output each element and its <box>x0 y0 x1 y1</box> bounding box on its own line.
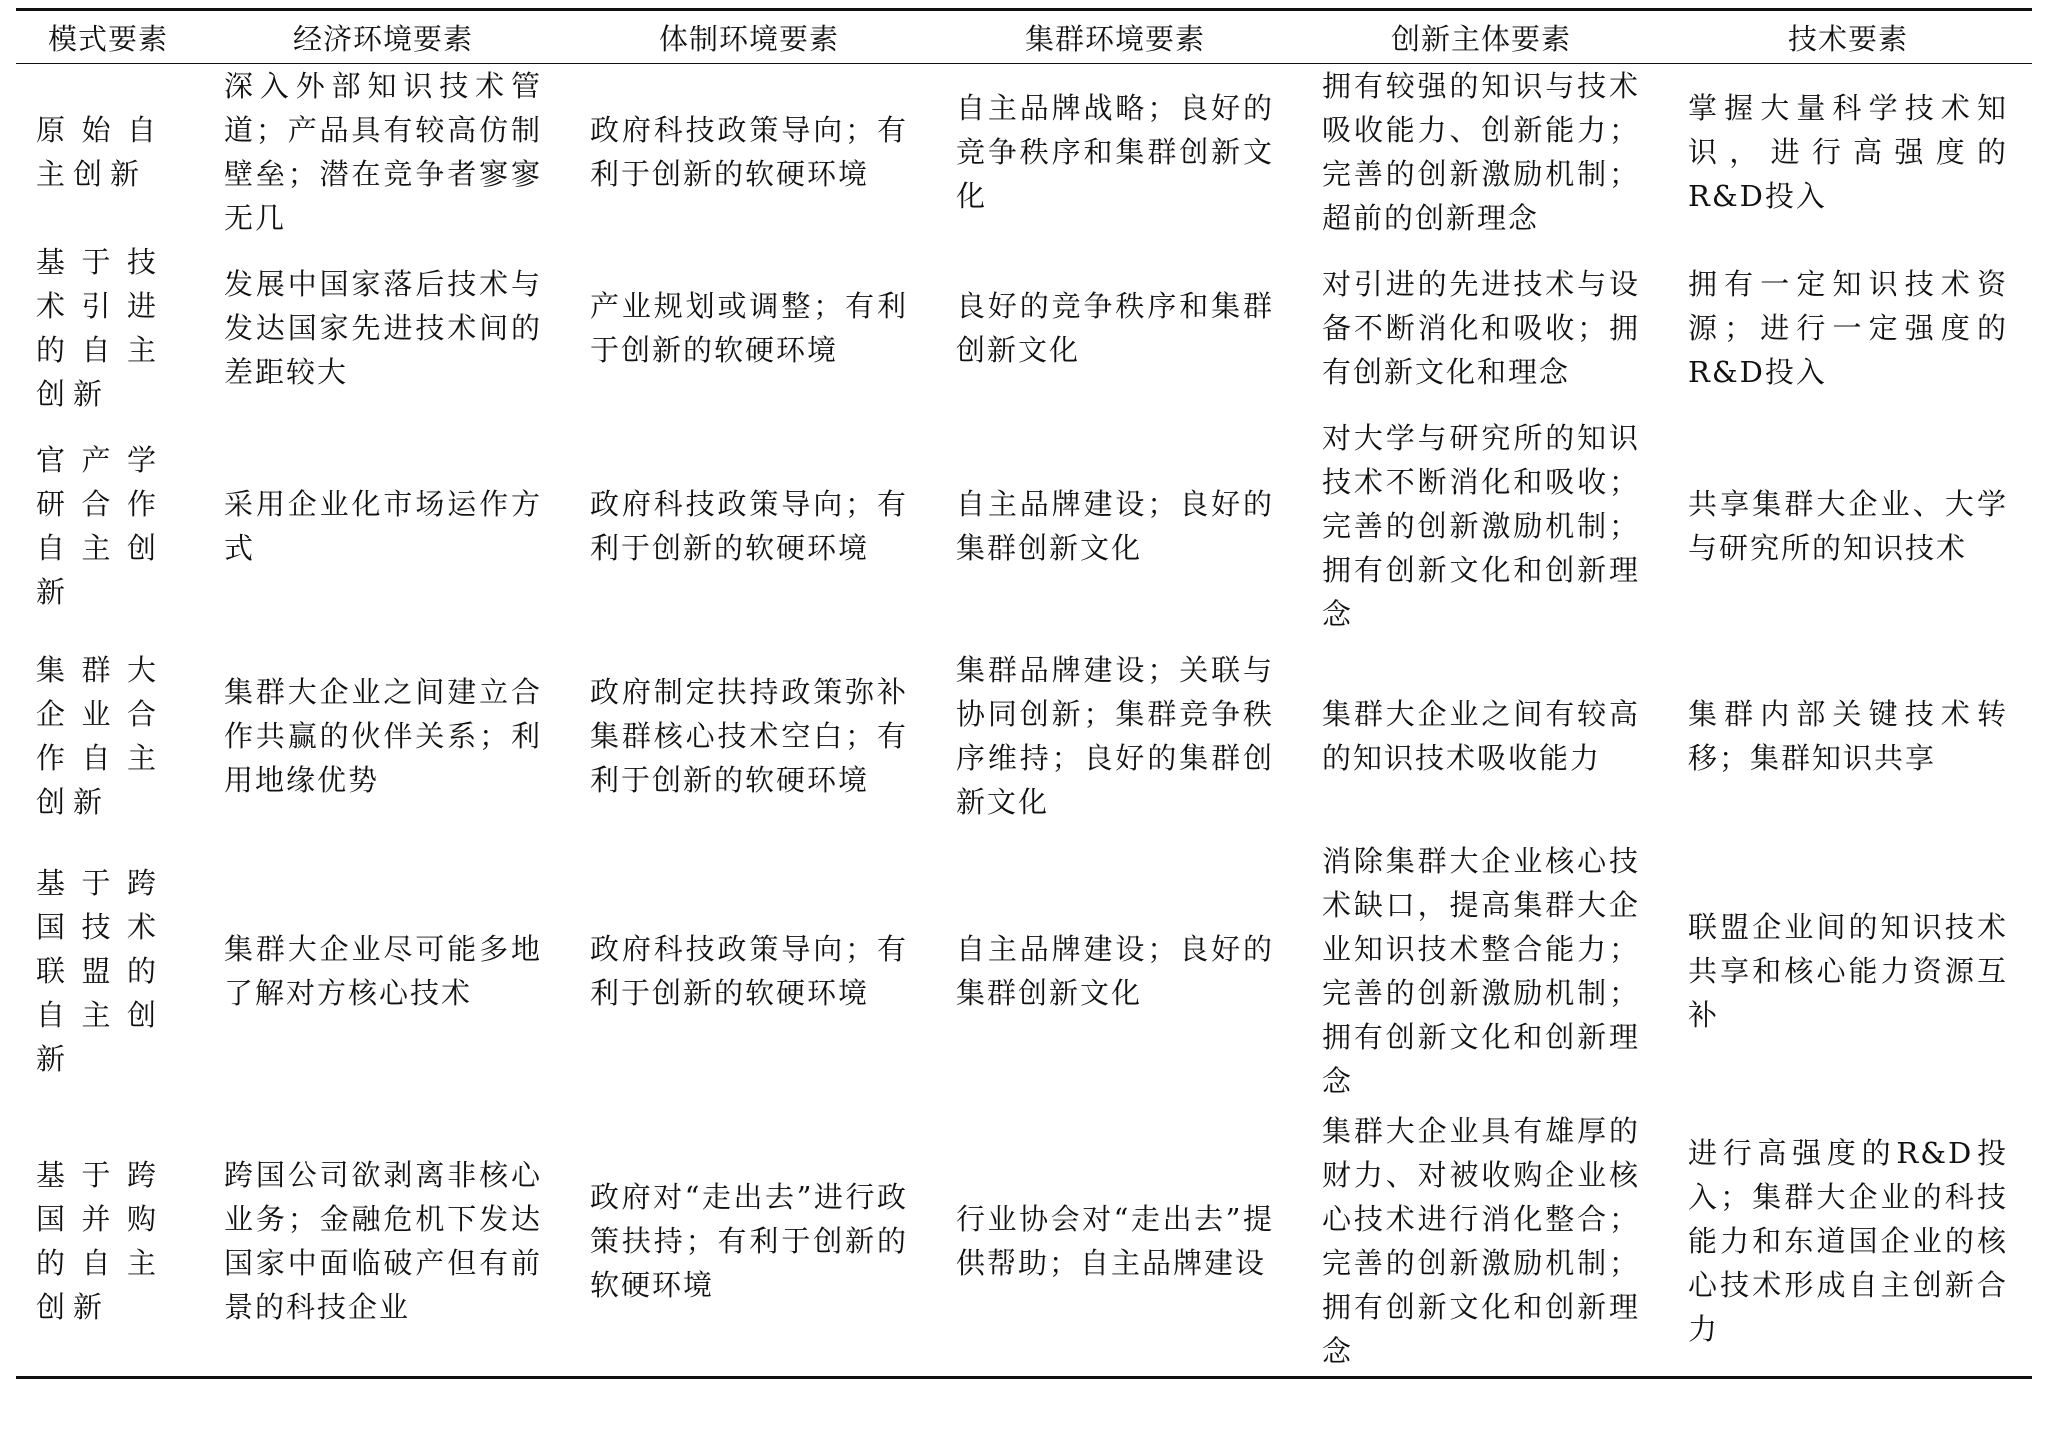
cell-subject: 集群大企业之间有较高的知识技术吸收能力 <box>1322 697 1640 775</box>
cell-cluster: 集群品牌建设；关联与协同创新；集群竞争秩序维持；良好的集群创新文化 <box>956 653 1274 819</box>
cell-economic: 跨国公司欲剥离非核心业务；金融危机下发达国家中面临破产但有前景的科技企业 <box>224 1158 542 1324</box>
header-cluster: 集群环境要素 <box>932 10 1298 64</box>
table-row <box>16 636 2032 836</box>
cell-economic: 发展中国家落后技术与发达国家先进技术间的差距较大 <box>224 267 542 389</box>
cell-technology: 拥有一定知识技术资源；进行一定强度的R&D投入 <box>1688 267 2008 389</box>
cell-subject: 集群大企业具有雄厚的财力、对被收购企业核心技术进行消化整合；完善的创新激励机制；拥有创新文化和创新理念 <box>1322 1114 1640 1368</box>
cell-subject: 对大学与研究所的知识技术不断消化和吸收；完善的创新激励机制；拥有创新文化和创新理念 <box>1322 421 1640 631</box>
cell-technology: 掌握大量科学技术知识，进行高强度的R&D投入 <box>1688 91 2008 213</box>
cell-mode: 官产学研合作自主创新 <box>36 443 164 609</box>
cell-subject: 对引进的先进技术与设备不断消化和吸收；拥有创新文化和理念 <box>1322 267 1640 389</box>
cell-subject: 消除集群大企业核心技术缺口，提高集群大企业知识技术整合能力；完善的创新激励机制；拥有创新文化和创新理念 <box>1322 844 1640 1098</box>
header-mode: 模式要素 <box>16 10 200 64</box>
header-row <box>16 10 2032 64</box>
cell-institutional: 产业规划或调整；有利于创新的软硬环境 <box>590 289 908 367</box>
cell-mode: 基于跨国技术联盟的自主创新 <box>36 866 164 1076</box>
cell-economic: 深入外部知识技术管道；产品具有较高仿制壁垒；潜在竞争者寥寥无几 <box>224 69 542 235</box>
table-body <box>16 64 2032 1378</box>
cell-cluster: 自主品牌战略；良好的竞争秩序和集群创新文化 <box>956 91 1274 213</box>
cell-mode: 基于技术引进的自主创新 <box>36 245 164 411</box>
table-row <box>16 64 2032 241</box>
header-economic: 经济环境要素 <box>200 10 566 64</box>
cell-institutional: 政府科技政策导向；有利于创新的软硬环境 <box>590 113 908 191</box>
cell-technology: 共享集群大企业、大学与研究所的知识技术 <box>1688 487 2008 565</box>
table-row <box>16 836 2032 1106</box>
cell-mode: 集群大企业合作自主创新 <box>36 653 164 819</box>
cell-institutional: 政府制定扶持政策弥补集群核心技术空白；有利于创新的软硬环境 <box>590 675 908 797</box>
cell-cluster: 行业协会对“走出去”提供帮助；自主品牌建设 <box>956 1202 1274 1280</box>
cell-cluster: 自主品牌建设；良好的集群创新文化 <box>956 487 1274 565</box>
header-subject: 创新主体要素 <box>1298 10 1664 64</box>
cell-cluster: 良好的竞争秩序和集群创新文化 <box>956 289 1274 367</box>
cell-economic: 采用企业化市场运作方式 <box>224 487 542 565</box>
header-technology: 技术要素 <box>1664 10 2032 64</box>
header-institutional: 体制环境要素 <box>566 10 932 64</box>
cell-technology: 集群内部关键技术转移；集群知识共享 <box>1688 697 2008 775</box>
cell-technology: 联盟企业间的知识技术共享和核心能力资源互补 <box>1688 910 2008 1032</box>
cell-technology: 进行高强度的R&D投入；集群大企业的科技能力和东道国企业的核心技术形成自主创新合力 <box>1688 1136 2008 1346</box>
table-row <box>16 416 2032 636</box>
cell-economic: 集群大企业之间建立合作共赢的伙伴关系；利用地缘优势 <box>224 675 542 797</box>
cell-economic: 集群大企业尽可能多地了解对方核心技术 <box>224 932 542 1010</box>
cell-institutional: 政府科技政策导向；有利于创新的软硬环境 <box>590 932 908 1010</box>
table-row <box>16 1106 2032 1378</box>
innovation-mode-table <box>16 8 2032 1379</box>
cell-mode: 原始自主创新 <box>36 113 164 191</box>
cell-cluster: 自主品牌建设；良好的集群创新文化 <box>956 932 1274 1010</box>
cell-subject: 拥有较强的知识与技术吸收能力、创新能力；完善的创新激励机制；超前的创新理念 <box>1322 69 1640 235</box>
cell-institutional: 政府科技政策导向；有利于创新的软硬环境 <box>590 487 908 565</box>
table-header <box>16 10 2032 64</box>
table-container <box>16 8 2032 1379</box>
cell-mode: 基于跨国并购的自主创新 <box>36 1158 164 1324</box>
cell-institutional: 政府对“走出去”进行政策扶持；有利于创新的软硬环境 <box>590 1180 908 1302</box>
table-row <box>16 240 2032 416</box>
